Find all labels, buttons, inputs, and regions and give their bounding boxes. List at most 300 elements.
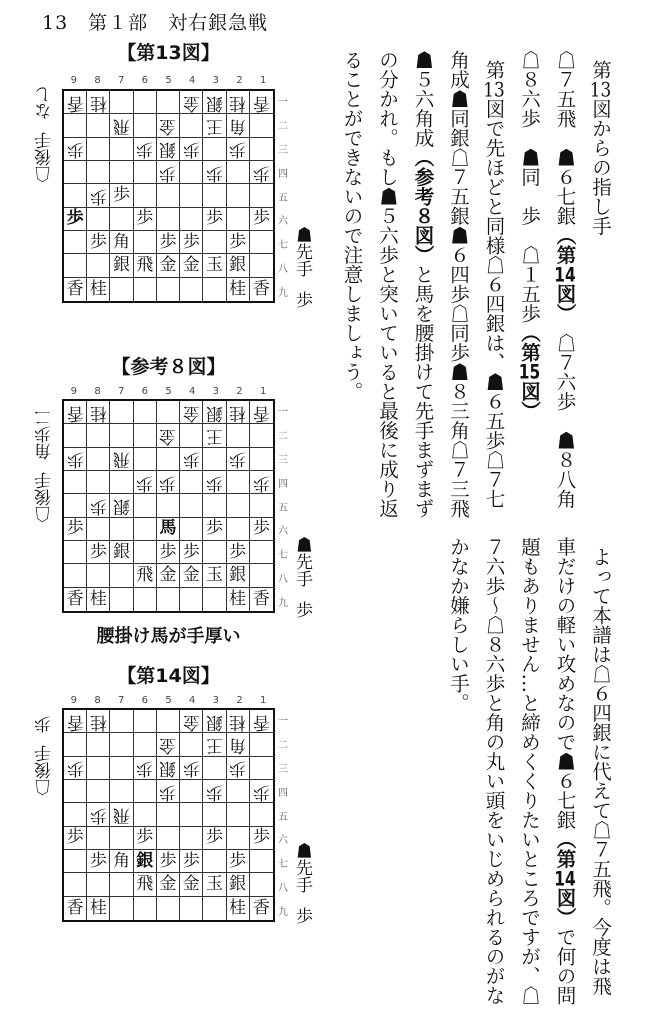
- board-square: [157, 757, 180, 780]
- board-square: [110, 850, 133, 873]
- board-square: [64, 803, 87, 826]
- board-square: [227, 757, 250, 780]
- board-square: [227, 733, 250, 756]
- board-square: [180, 780, 203, 803]
- text-run: （第: [553, 829, 577, 869]
- gote-piece: 金: [159, 115, 177, 136]
- board-square: [227, 827, 250, 850]
- text-line: [405, 50, 441, 534]
- board-square: [64, 161, 87, 184]
- board-square: [250, 424, 273, 447]
- board-square: [134, 471, 157, 494]
- board-square: [64, 541, 87, 564]
- board-square: [157, 564, 180, 587]
- board-square: [134, 588, 157, 611]
- gote-piece: 歩: [89, 185, 107, 206]
- text-run: 14: [554, 264, 576, 284]
- gote-hand: [36, 706, 54, 796]
- sente-piece: 銀: [229, 873, 247, 894]
- board-square: [110, 733, 133, 756]
- board-square: [203, 803, 226, 826]
- board-square: [250, 401, 273, 424]
- board-square: [227, 401, 250, 424]
- board-square: [157, 448, 180, 471]
- board-square: [87, 401, 110, 424]
- file-label: 7: [117, 75, 125, 86]
- board-square: [134, 780, 157, 803]
- sente-piece: 歩: [205, 827, 223, 848]
- file-label: 4: [189, 75, 196, 86]
- board-square: [227, 161, 250, 184]
- board-square: [250, 161, 273, 184]
- text-run: で何の問: [553, 927, 577, 1005]
- gote-piece: 歩: [205, 162, 223, 183]
- text-run: 13: [483, 79, 505, 99]
- sente-piece: 銀: [113, 541, 131, 562]
- board-square: [110, 710, 133, 733]
- board-square: [110, 401, 133, 424]
- board-square: [110, 114, 133, 137]
- sente-piece: 歩: [66, 827, 84, 848]
- rank-label: 四: [278, 478, 288, 490]
- file-label: 5: [165, 695, 172, 706]
- board-square: [110, 827, 133, 850]
- sente-piece: 歩: [252, 827, 270, 848]
- sente-piece: 玉: [205, 564, 223, 585]
- board-square: [180, 278, 203, 301]
- board-square: [250, 518, 273, 541]
- board-square: [134, 448, 157, 471]
- sente-label: ☗先手: [292, 536, 312, 587]
- text-run: ☖８六歩 ☗同 歩 ☖１五歩: [518, 50, 541, 323]
- board-square: [203, 780, 226, 803]
- rank-label: 五: [278, 811, 288, 823]
- board-square: [110, 448, 133, 471]
- sente-piece: 歩: [182, 541, 200, 562]
- sente-piece: 銀: [136, 850, 154, 871]
- board-square: [227, 471, 250, 494]
- board-square: [134, 91, 157, 114]
- board-square: [227, 231, 250, 254]
- sente-piece: 歩: [229, 231, 247, 252]
- board-square: [180, 803, 203, 826]
- gote-hand-pieces: なし: [35, 86, 55, 120]
- rank-label: 八: [278, 573, 288, 585]
- sente-piece: 玉: [205, 254, 223, 275]
- rank-label: 八: [278, 263, 288, 275]
- sente-piece: 角: [113, 231, 131, 252]
- board-square: [203, 757, 226, 780]
- gote-piece: 香: [66, 711, 84, 732]
- board-square: [64, 184, 87, 207]
- text-run: 角成☗同銀☖７五銀☗６四歩☖同歩☗８三角☖７三飛: [447, 50, 470, 518]
- text-line: [441, 537, 477, 1021]
- board-square: [157, 114, 180, 137]
- gote-piece: 歩: [252, 781, 270, 802]
- board-square: [157, 254, 180, 277]
- rank-label: 二: [278, 740, 288, 752]
- board-square: [227, 448, 250, 471]
- gote-piece: 歩: [66, 449, 84, 470]
- text-run: 図からの指し手: [589, 99, 612, 236]
- board-square: [110, 278, 133, 301]
- sente-piece: 香: [252, 588, 270, 609]
- board-square: [134, 138, 157, 161]
- sente-piece: 桂: [89, 588, 107, 609]
- gote-piece: 香: [252, 711, 270, 732]
- sente-piece: 香: [66, 897, 84, 918]
- file-label: 4: [189, 695, 196, 706]
- sente-piece: 歩: [66, 208, 84, 229]
- gote-piece: 飛: [113, 449, 131, 470]
- text-line: [512, 50, 548, 534]
- board-square: [227, 780, 250, 803]
- board-square: [227, 803, 250, 826]
- board-square: [134, 231, 157, 254]
- board-square: [180, 733, 203, 756]
- board-square: [227, 873, 250, 896]
- sente-piece: 桂: [229, 588, 247, 609]
- file-label: 2: [236, 75, 243, 86]
- board-square: [180, 757, 203, 780]
- board-square: [180, 138, 203, 161]
- board-square: [180, 91, 203, 114]
- board-square: [157, 208, 180, 231]
- board-square: [250, 564, 273, 587]
- board-square: [203, 710, 226, 733]
- gote-label: ☖後手: [35, 472, 55, 523]
- commentary-bottom: [441, 537, 619, 1021]
- gote-piece: 金: [159, 425, 177, 446]
- rank-label: 二: [278, 431, 288, 443]
- board-square: [157, 588, 180, 611]
- board-square: [250, 733, 273, 756]
- board-square: [134, 278, 157, 301]
- text-run: 図で先ほどと同様☖６四銀は、☗６五歩☖７七: [482, 99, 506, 509]
- sente-piece: 歩: [159, 850, 177, 871]
- board-square: [134, 518, 157, 541]
- board-square: [180, 518, 203, 541]
- board-square: [110, 471, 133, 494]
- text-run: 図）: [553, 284, 577, 314]
- gote-piece: 歩: [182, 139, 200, 160]
- board-square: [157, 873, 180, 896]
- board-square: [180, 564, 203, 587]
- board-square: [157, 401, 180, 424]
- board-square: [203, 448, 226, 471]
- shogi-board: [62, 708, 275, 922]
- board-square: [64, 733, 87, 756]
- board-square: [180, 710, 203, 733]
- board-square: [110, 897, 133, 920]
- gote-piece: 歩: [66, 139, 84, 160]
- board-square: [134, 803, 157, 826]
- sente-piece: 馬: [159, 518, 177, 539]
- board-square: [87, 780, 110, 803]
- board-square: [203, 231, 226, 254]
- text-run: の分かれ。もし☗５六歩と突いていると最後に成り返: [376, 50, 399, 518]
- board-square: [227, 850, 250, 873]
- gote-piece: 香: [66, 402, 84, 423]
- gote-piece: 歩: [159, 472, 177, 493]
- board-square: [227, 114, 250, 137]
- board-square: [203, 897, 226, 920]
- board-square: [134, 424, 157, 447]
- board-square: [64, 850, 87, 873]
- gote-piece: 歩: [136, 758, 154, 779]
- sente-piece: 金: [159, 873, 177, 894]
- file-label: 9: [70, 695, 78, 706]
- gote-piece: 金: [182, 711, 200, 732]
- board-square: [250, 803, 273, 826]
- sente-piece: 飛: [136, 254, 154, 275]
- gote-piece: 香: [66, 92, 84, 113]
- board-square: [157, 494, 180, 517]
- board-square: [250, 471, 273, 494]
- sente-piece: 金: [182, 564, 200, 585]
- gote-piece: 歩: [182, 758, 200, 779]
- board-square: [203, 588, 226, 611]
- board-square: [134, 564, 157, 587]
- text-line: [547, 50, 583, 534]
- board-square: [110, 161, 133, 184]
- board-square: [134, 401, 157, 424]
- board-square: [250, 588, 273, 611]
- board-square: [180, 897, 203, 920]
- board-square: [87, 494, 110, 517]
- sente-piece: 金: [182, 873, 200, 894]
- rank-label: 六: [278, 526, 288, 538]
- rank-label: 九: [278, 287, 288, 299]
- text-line: [334, 50, 370, 534]
- rank-label: 二: [278, 121, 288, 133]
- sente-hand: [293, 226, 311, 308]
- board-square: [87, 424, 110, 447]
- board-square: [227, 424, 250, 447]
- gote-piece: 歩: [89, 495, 107, 516]
- board-square: [134, 827, 157, 850]
- sente-piece: 歩: [89, 231, 107, 252]
- board-square: [87, 448, 110, 471]
- board-square: [134, 114, 157, 137]
- board-square: [87, 91, 110, 114]
- board-square: [250, 278, 273, 301]
- gote-piece: 歩: [205, 781, 223, 802]
- board-square: [203, 184, 226, 207]
- board-square: [180, 494, 203, 517]
- board-square: [87, 471, 110, 494]
- gote-piece: 銀: [159, 758, 177, 779]
- diagram-title: 【第14図】: [117, 665, 220, 687]
- board-square: [180, 424, 203, 447]
- text-line: [583, 537, 619, 1021]
- text-run: （参考８図）: [411, 147, 435, 265]
- board-square: [87, 518, 110, 541]
- gote-label: ☖後手: [35, 132, 55, 183]
- board-square: [87, 733, 110, 756]
- board-square: [203, 208, 226, 231]
- sente-hand: [293, 536, 311, 618]
- sente-piece: 桂: [229, 278, 247, 299]
- board-square: [110, 803, 133, 826]
- sente-piece: 桂: [89, 278, 107, 299]
- sente-label: ☗先手: [292, 842, 312, 893]
- board-square: [64, 448, 87, 471]
- board-square: [227, 138, 250, 161]
- board-square: [250, 873, 273, 896]
- sente-piece: 銀: [113, 254, 131, 275]
- board-square: [250, 850, 273, 873]
- board-square: [227, 184, 250, 207]
- file-label: 7: [117, 695, 125, 706]
- file-label: 7: [117, 386, 125, 397]
- gote-piece: 王: [205, 734, 223, 755]
- board-square: [87, 564, 110, 587]
- board-square: [157, 541, 180, 564]
- gote-piece: 角: [229, 734, 247, 755]
- rank-label: 五: [278, 502, 288, 514]
- text-run: ☖７五飛 ☗６七銀: [553, 50, 577, 226]
- board-square: [134, 494, 157, 517]
- sente-piece: 飛: [136, 564, 154, 585]
- sente-piece: 桂: [89, 897, 107, 918]
- board-square: [64, 208, 87, 231]
- gote-piece: 角: [229, 115, 247, 136]
- gote-piece: 歩: [159, 162, 177, 183]
- gote-piece: 王: [205, 425, 223, 446]
- board-square: [227, 91, 250, 114]
- board-square: [64, 873, 87, 896]
- rank-label: 一: [278, 97, 288, 109]
- sente-hand-pieces: 歩: [292, 601, 312, 618]
- sente-piece: 玉: [205, 873, 223, 894]
- board-square: [180, 254, 203, 277]
- gote-piece: 歩: [136, 472, 154, 493]
- board-square: [110, 541, 133, 564]
- sente-hand-pieces: 歩: [292, 291, 312, 308]
- board-square: [180, 161, 203, 184]
- board-square: [64, 278, 87, 301]
- file-label: 3: [212, 386, 220, 397]
- board-square: [227, 710, 250, 733]
- file-label: 1: [260, 386, 267, 397]
- rank-label: 八: [278, 882, 288, 894]
- board-square: [157, 278, 180, 301]
- board-square: [134, 897, 157, 920]
- board-square: [180, 184, 203, 207]
- board-square: [227, 254, 250, 277]
- file-label: 6: [141, 695, 149, 706]
- board-square: [87, 231, 110, 254]
- text-run: 図）: [518, 381, 541, 421]
- rank-label: 七: [278, 550, 288, 562]
- sente-piece: 香: [66, 588, 84, 609]
- board-square: [64, 518, 87, 541]
- gote-piece: 金: [182, 402, 200, 423]
- board-square: [134, 733, 157, 756]
- board-square: [87, 541, 110, 564]
- sente-piece: 歩: [89, 541, 107, 562]
- board-square: [227, 588, 250, 611]
- board-square: [87, 897, 110, 920]
- board-square: [87, 588, 110, 611]
- sente-piece: 歩: [229, 850, 247, 871]
- sente-piece: 歩: [229, 541, 247, 562]
- gote-piece: 歩: [136, 139, 154, 160]
- board-square: [180, 471, 203, 494]
- board-square: [180, 448, 203, 471]
- sente-piece: 香: [66, 278, 84, 299]
- board-square: [134, 208, 157, 231]
- rank-label: 七: [278, 859, 288, 871]
- rank-label: 七: [278, 240, 288, 252]
- gote-piece: 桂: [229, 711, 247, 732]
- board-square: [203, 424, 226, 447]
- board-square: [110, 757, 133, 780]
- gote-hand: [36, 88, 54, 183]
- board-square: [250, 827, 273, 850]
- board-square: [64, 471, 87, 494]
- rank-label: 六: [278, 835, 288, 847]
- board-square: [110, 231, 133, 254]
- board-square: [157, 424, 180, 447]
- rank-label: 四: [278, 787, 288, 799]
- board-square: [87, 278, 110, 301]
- sente-piece: 桂: [229, 897, 247, 918]
- board-square: [203, 114, 226, 137]
- board-square: [180, 850, 203, 873]
- board-square: [157, 471, 180, 494]
- board-square: [227, 564, 250, 587]
- board-square: [157, 827, 180, 850]
- board-square: [250, 114, 273, 137]
- text-run: 題もありません…と締めくくりたいところですが、☖: [518, 537, 541, 1005]
- rank-label: 一: [278, 716, 288, 728]
- file-label: 1: [260, 695, 267, 706]
- sente-piece: 角: [113, 850, 131, 871]
- board-square: [87, 114, 110, 137]
- board-square: [250, 138, 273, 161]
- board-square: [250, 254, 273, 277]
- rank-label: 六: [278, 216, 288, 228]
- gote-piece: 香: [252, 92, 270, 113]
- board-square: [157, 184, 180, 207]
- board-square: [87, 254, 110, 277]
- gote-hand-pieces: 角歩二: [35, 409, 55, 460]
- sente-label: ☗先手: [292, 226, 312, 277]
- board-square: [64, 114, 87, 137]
- sente-piece: 歩: [89, 850, 107, 871]
- board-square: [203, 161, 226, 184]
- board-square: [203, 827, 226, 850]
- board-square: [157, 518, 180, 541]
- board-square: [110, 494, 133, 517]
- board-square: [64, 231, 87, 254]
- board-square: [134, 184, 157, 207]
- board-square: [227, 518, 250, 541]
- board-square: [203, 138, 226, 161]
- sente-piece: 銀: [229, 254, 247, 275]
- board-square: [134, 850, 157, 873]
- board-square: [250, 780, 273, 803]
- board-square: [64, 138, 87, 161]
- board-square: [134, 161, 157, 184]
- board-square: [87, 827, 110, 850]
- file-label: 6: [141, 386, 149, 397]
- text-run: 13: [589, 79, 612, 99]
- file-label: 2: [236, 386, 243, 397]
- board-square: [64, 757, 87, 780]
